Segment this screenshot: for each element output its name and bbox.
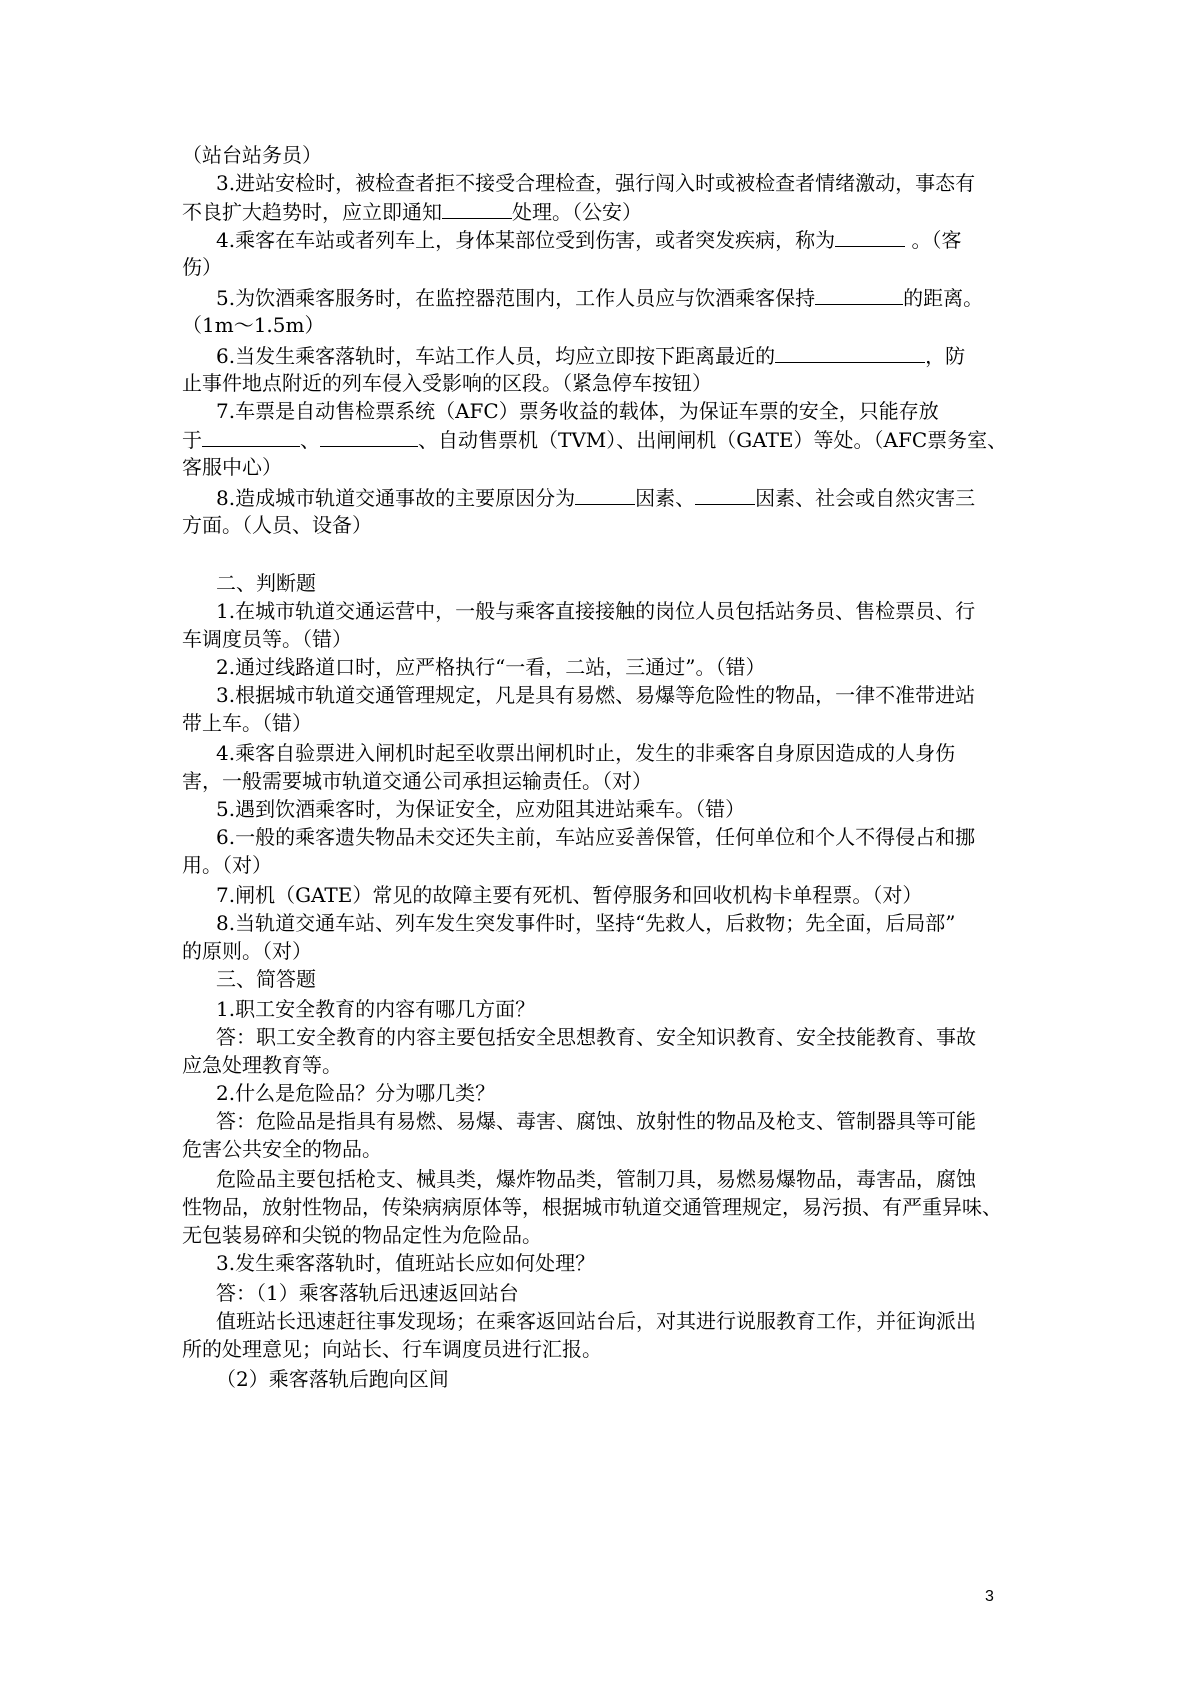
text-line <box>182 936 312 967</box>
text-segment: 3.发生乘客落轨时，值班站长应如何处理？ <box>216 1251 596 1275</box>
text-segment: 5.为饮酒乘客服务时，在监控器范围内，工作人员应与饮酒乘客保持 <box>216 286 816 310</box>
text-line <box>216 738 955 769</box>
text-segment: 2.通过线路道口时，应严格执行“一看，二站，三通过”。（错） <box>216 655 766 679</box>
text-line <box>182 1050 342 1081</box>
text-segment: （站台站务员） <box>182 143 322 167</box>
text-line <box>216 568 316 599</box>
fill-in-blank <box>320 424 418 447</box>
text-line <box>182 140 322 171</box>
text-segment: 处理。（公安） <box>512 200 642 224</box>
text-line <box>216 1022 976 1053</box>
text-line <box>182 452 282 483</box>
text-segment: 所的处理意见；向站长、行车调度员进行汇报。 <box>182 1337 602 1361</box>
text-segment: 的距离。 <box>903 286 984 310</box>
text-segment: 答：职工安全教育的内容主要包括安全思想教育、安全知识教育、安全技能教育、事故 <box>216 1025 976 1049</box>
text-line <box>216 908 956 939</box>
text-line <box>182 252 222 283</box>
text-line <box>182 850 272 881</box>
text-line <box>182 766 652 797</box>
text-segment: 因素、 <box>635 486 696 510</box>
text-segment: 7.车票是自动售检票系统（AFC）票务收益的载体，为保证车票的安全，只能存放 <box>216 399 939 423</box>
text-segment: 因素、社会或自然灾害三 <box>755 486 976 510</box>
text-segment: 的原则。（对） <box>182 939 312 963</box>
text-segment: 车调度员等。（错） <box>182 627 352 651</box>
text-line <box>216 1278 519 1309</box>
text-segment: 、 <box>300 428 320 452</box>
text-segment: 无包装易碎和尖锐的物品定性为危险品。 <box>182 1223 542 1247</box>
text-line <box>216 224 961 255</box>
text-line <box>216 396 939 427</box>
fill-in-blank <box>815 282 903 305</box>
text-line <box>182 708 312 739</box>
text-line <box>216 994 535 1025</box>
text-line <box>216 880 922 911</box>
text-segment: 伤） <box>182 255 222 279</box>
text-line <box>182 1334 602 1365</box>
text-line <box>216 794 745 825</box>
text-line <box>216 340 965 371</box>
text-segment: 二、判断题 <box>216 571 316 595</box>
text-segment: 答：危险品是指具有易燃、易爆、毒害、腐蚀、放射性的物品及枪支、管制器具等可能 <box>216 1109 976 1133</box>
text-line <box>216 652 766 683</box>
text-segment: 用。（对） <box>182 853 272 877</box>
text-line <box>182 368 712 399</box>
text-segment: 害，一般需要城市轨道交通公司承担运输责任。（对） <box>182 769 652 793</box>
text-line <box>182 310 324 341</box>
text-line <box>216 964 316 995</box>
fill-in-blank <box>775 340 925 363</box>
text-segment: 于 <box>182 428 202 452</box>
fill-in-blank <box>835 224 905 247</box>
text-line <box>182 424 1007 455</box>
fill-in-blank <box>202 424 300 447</box>
text-line <box>182 510 372 541</box>
text-line <box>216 1306 976 1337</box>
text-line <box>216 282 983 313</box>
text-line <box>182 1192 1002 1223</box>
text-line <box>182 1220 542 1251</box>
text-line <box>216 1078 495 1109</box>
text-segment: 危害公共安全的物品。 <box>182 1137 382 1161</box>
text-segment: 4.乘客在车站或者列车上，身体某部位受到伤害，或者突发疾病，称为 <box>216 228 836 252</box>
text-segment: 答：（1）乘客落轨后迅速返回站台 <box>216 1281 519 1305</box>
text-line <box>216 1364 449 1395</box>
fill-in-blank <box>695 482 755 505</box>
page-number: 3 <box>985 1588 994 1605</box>
text-line <box>216 482 975 513</box>
text-segment: 3.根据城市轨道交通管理规定，凡是具有易燃、易爆等危险性的物品，一律不准带进站 <box>216 683 976 707</box>
text-line <box>182 196 642 227</box>
text-line <box>216 596 975 627</box>
text-line <box>182 624 352 655</box>
text-line <box>216 1106 976 1137</box>
text-segment: 危险品主要包括枪支、械具类，爆炸物品类，管制刀具，易燃易爆物品，毒害品，腐蚀 <box>216 1167 976 1191</box>
text-line <box>182 1134 382 1165</box>
text-segment: 。（客 <box>905 228 962 252</box>
text-segment: 6.一般的乘客遗失物品未交还失主前，车站应妥善保管，任何单位和个人不得侵占和挪 <box>216 825 976 849</box>
text-segment: 带上车。（错） <box>182 711 312 735</box>
text-segment: 2.什么是危险品？分为哪几类？ <box>216 1081 496 1105</box>
text-segment: 3.进站安检时，被检查者拒不接受合理检查，强行闯入时或被检查者情绪激动，事态有 <box>216 171 976 195</box>
text-segment: 8.造成城市轨道交通事故的主要原因分为 <box>216 486 576 510</box>
text-segment: 应急处理教育等。 <box>182 1053 342 1077</box>
text-segment: 性物品，放射性物品，传染病病原体等，根据城市轨道交通管理规定，易污损、有严重异味、 <box>182 1195 1002 1219</box>
text-segment: 1.在城市轨道交通运营中，一般与乘客直接接触的岗位人员包括站务员、售检票员、行 <box>216 599 976 623</box>
text-segment: （2）乘客落轨后跑向区间 <box>216 1367 449 1391</box>
text-segment: 客服中心） <box>182 455 282 479</box>
text-line <box>216 680 975 711</box>
text-segment: （1m～1.5m） <box>182 313 325 337</box>
text-segment: 7.闸机（GATE）常见的故障主要有死机、暂停服务和回收机构卡单程票。（对） <box>216 883 923 907</box>
text-segment: 值班站长迅速赶往事发现场；在乘客返回站台后，对其进行说服教育工作，并征询派出 <box>216 1309 976 1333</box>
text-line <box>216 822 975 853</box>
text-segment: 6.当发生乘客落轨时，车站工作人员，均应立即按下距离最近的 <box>216 344 776 368</box>
text-line <box>216 168 975 199</box>
text-segment: 方面。（人员、设备） <box>182 513 372 537</box>
text-segment: 1.职工安全教育的内容有哪几方面？ <box>216 997 536 1021</box>
text-segment: 不良扩大趋势时，应立即通知 <box>182 200 442 224</box>
text-segment: 止事件地点附近的列车侵入受影响的区段。（紧急停车按钮） <box>182 371 712 395</box>
text-line <box>216 1164 976 1195</box>
text-segment: 5.遇到饮酒乘客时，为保证安全，应劝阻其进站乘车。（错） <box>216 797 746 821</box>
text-segment: 4.乘客自验票进入闸机时起至收票出闸机时止，发生的非乘客自身原因造成的人身伤 <box>216 741 956 765</box>
fill-in-blank <box>442 196 512 219</box>
text-segment: ，防 <box>925 344 966 368</box>
fill-in-blank <box>575 482 635 505</box>
text-segment: 、自动售票机（TVM）、出闸闸机（GATE）等处。（AFC票务室、 <box>418 428 1008 452</box>
text-line <box>216 1248 595 1279</box>
text-segment: 8.当轨道交通车站、列车发生突发事件时，坚持“先救人，后救物；先全面，后局部” <box>216 911 956 935</box>
text-segment: 三、简答题 <box>216 967 316 991</box>
